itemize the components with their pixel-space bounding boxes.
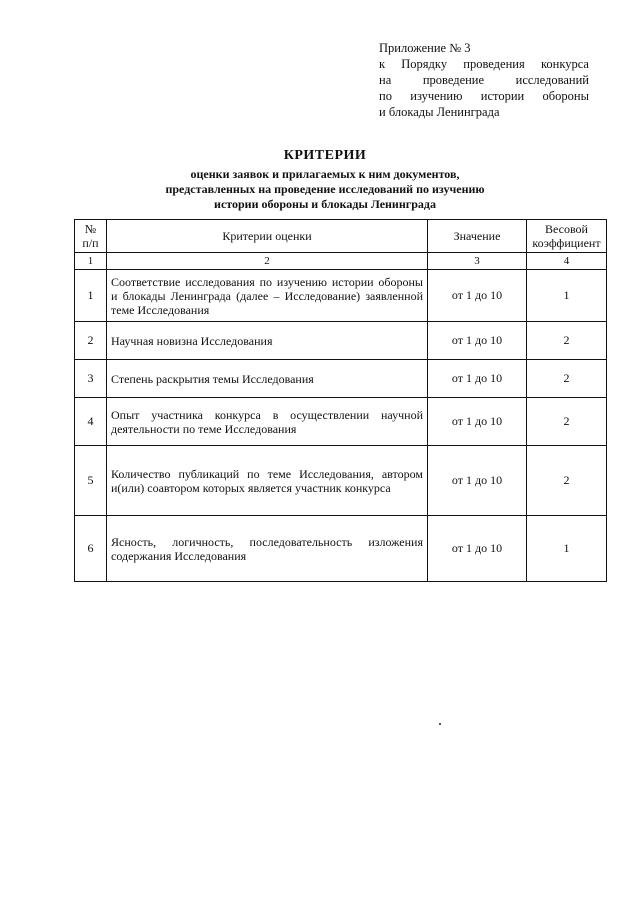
- row-criterion: Количество публикаций по теме Исследования, автором и(или) соавтором которых является участник конкурса: [107, 446, 428, 516]
- appendix-line-1: Приложение № 3: [379, 41, 471, 55]
- table-row: [75, 360, 607, 398]
- row-criterion: Степень раскрытия темы Исследования: [107, 360, 428, 398]
- row-criterion: Научная новизна Исследования: [107, 322, 428, 360]
- appendix-line-5: и блокады Ленинграда: [379, 105, 500, 119]
- title-main: КРИТЕРИИ: [283, 148, 367, 163]
- table-row: [75, 446, 607, 516]
- table-header-row: [75, 220, 607, 253]
- appendix-line-2: к Порядку проведения конкурса: [379, 57, 589, 71]
- row-value: от 1 до 10: [428, 322, 527, 360]
- index-cell: 2: [107, 253, 428, 270]
- row-num: 1: [75, 270, 107, 322]
- appendix-line-4: по изучению истории обороны: [379, 89, 589, 103]
- header-criterion: Критерии оценки: [107, 220, 428, 253]
- index-row: [75, 253, 607, 270]
- row-weight: 2: [527, 398, 607, 446]
- header-num: № п/п: [75, 220, 107, 253]
- table-row: [75, 398, 607, 446]
- stray-mark: [439, 723, 441, 725]
- row-num: 5: [75, 446, 107, 516]
- row-criterion: Опыт участника конкурса в осуществлении научной деятельности по теме Исследования: [107, 398, 428, 446]
- row-weight: 1: [527, 516, 607, 582]
- table-row: [75, 322, 607, 360]
- criteria-table: [74, 219, 607, 582]
- row-criterion: Соответствие исследования по изучению истории обороны и блокады Ленинграда (далее – Исследование) заявленной теме Исследования: [107, 270, 428, 322]
- table-row: [75, 270, 607, 322]
- title-sub-1: оценки заявок и прилагаемых к ним документов,: [190, 167, 460, 181]
- row-num: 4: [75, 398, 107, 446]
- header-value: Значение: [428, 220, 527, 253]
- row-value: от 1 до 10: [428, 360, 527, 398]
- header-weight: Весовой коэффициент: [527, 220, 607, 253]
- row-num: 6: [75, 516, 107, 582]
- document-title: [90, 148, 560, 212]
- row-value: от 1 до 10: [428, 270, 527, 322]
- title-sub-3: истории обороны и блокады Ленинграда: [214, 197, 436, 211]
- appendix-line-3: на проведение исследований: [379, 73, 589, 87]
- row-value: от 1 до 10: [428, 446, 527, 516]
- title-sub-2: представленных на проведение исследований по изучению: [165, 182, 485, 196]
- row-weight: 1: [527, 270, 607, 322]
- row-num: 3: [75, 360, 107, 398]
- row-weight: 2: [527, 446, 607, 516]
- row-value: от 1 до 10: [428, 398, 527, 446]
- index-cell: 3: [428, 253, 527, 270]
- appendix-heading: [379, 40, 589, 120]
- row-weight: 2: [527, 360, 607, 398]
- row-criterion: Ясность, логичность, последовательность изложения содержания Исследования: [107, 516, 428, 582]
- row-weight: 2: [527, 322, 607, 360]
- index-cell: 1: [75, 253, 107, 270]
- table-row: [75, 516, 607, 582]
- row-num: 2: [75, 322, 107, 360]
- row-value: от 1 до 10: [428, 516, 527, 582]
- index-cell: 4: [527, 253, 607, 270]
